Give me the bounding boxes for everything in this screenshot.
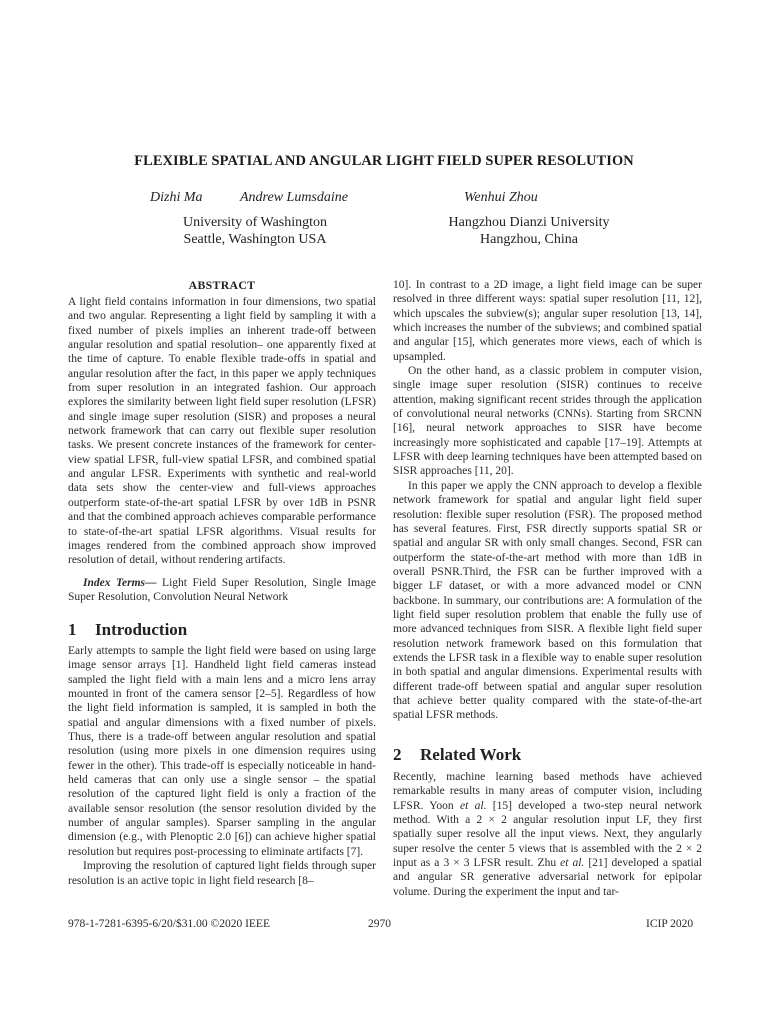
- right-column-related: [393, 770, 702, 899]
- paper-title: FLEXIBLE SPATIAL AND ANGULAR LIGHT FIELD SUPER RESOLUTION: [134, 153, 634, 169]
- section-heading-intro: [68, 620, 187, 640]
- affiliation-left: [150, 214, 360, 248]
- affiliation-line: Hangzhou Dianzi University: [448, 215, 610, 230]
- section-title: Introduction: [95, 620, 188, 639]
- right-paragraph: On the other hand, as a classic problem in computer vision, single image super resolution (SISR) continues to receive attention, making significant recent strides through the application of convolutional neural networks (CNNs). Starting from SRCNN [16], neural network approaches to SISR have become increasingly more sophisticated and capable [17–19]. Attempts at LFSR with deep learning techniques have been attempted based on SISR approaches [11, 20].: [393, 365, 702, 478]
- left-column-intro: [68, 644, 376, 888]
- footer-page-number: 2970: [368, 918, 391, 930]
- author-name: Dizhi Ma: [150, 190, 203, 205]
- right-paragraph: In this paper we apply the CNN approach to develop a flexible network framework for spatial and angular light field super resolution: flexible super resolution (FSR). The proposed method has several features. First, FSR directly supports spatial SR or spatial and angular SR with only small changes. Second, FSR can outperform the state-of-the-art method with more than 1dB in overall PSNR.Third, the FSR can be further improved with a bigger LF dataset, or with a more advanced model or CNN backbone. In summary, our contributions are: A formulation of the light field super resolution problem that enable the fully use of more advanced techniques from SISR. A flexible light field super resolution network framework based on this formulation that extends the LFSR task in a flexible way to enable super resolution in both spatial and angular dimensions. Experimental results with different trade-off between spatial and angular super resolution that achieve better quality compared with the state-of-the-art spatial LFSR methods.: [393, 479, 702, 722]
- right-paragraph: 10]. In contrast to a 2D image, a light field image can be super resolved in three different ways: spatial super resolution [11, 12], which upscales the subview(s); angular super resolution [13, 14], which increases the number of the subviews; and combined spatial and angular [15], which generates more views, each of which is upsampled.: [393, 279, 702, 363]
- author-name: Andrew Lumsdaine: [240, 190, 348, 205]
- index-terms-label: Index Terms—: [83, 576, 157, 589]
- author-name: Wenhui Zhou: [464, 190, 538, 205]
- section-title: Related Work: [420, 745, 522, 764]
- index-terms: [68, 576, 376, 605]
- intro-paragraph: Improving the resolution of captured light fields through super resolution is an active topic in light field research [8–: [68, 860, 376, 887]
- related-etal: et al.: [560, 857, 585, 870]
- intro-paragraph: Early attempts to sample the light field were based on using large image sensor arrays [1]. Handheld light field cameras instead sampled the light field with a main lens and a micro lens array mounted in front of the camera sensor [2–5]. Regardless of how the light field information is sampled, it is sampled in both the spatial and angular dimensions with a fixed number of pixels. Thus, there is a trade-off between angular resolution and spatial resolution (using more pixels in one dimension requires using fewer in the other). This trade-off is especially noticeable in hand-held cameras that can only use a single sensor – the spatial resolution of the captured light field is only a fraction of the available sensor resolution (the sensor resolution divided by the number of angular samples). Sparser sampling in the angular dimension (e.g., with Plenoptic 2.0 [6]) can achieve higher spatial resolution but requires post-processing to eliminate artifacts [7].: [68, 645, 376, 858]
- section-number: 1: [68, 620, 77, 639]
- right-column-top: [393, 278, 702, 723]
- affiliation-line: Seattle, Washington USA: [183, 232, 327, 247]
- left-column-top: [68, 295, 376, 604]
- abstract-body: A light field contains information in four dimensions, two spatial and two angular. Representing a light field by sampling it with a fixed number of pixels implies an inherent trade-off between angular resolution and spatial resolution– one apparently fixed at the time of capture. To enable flexible trade-offs in spatial and angular resolution after the fact, in this paper we apply techniques from super resolution in an integrated fashion. Our approach explores the similarity between light field super resolution (LFSR) and single image super resolution (SISR) and proposes a neural network framework that can carry out flexible super resolution tasks. We present concrete instances of the framework for center-view spatial LFSR, full-view spatial LFSR, and combined spatial and angular LFSR. Experiments with synthetic and real-world data sets show the center-view and full-views approaches outperform state-of-the-art spatial LFSR by over 1dB in PSNR and that the combined approach achieves comparable performance to state-of-the-art spatial LFSR algorithms. Visual results for images rendered from the combined approach show improved resolution of detail, without rendering artifacts.: [68, 296, 376, 567]
- section-heading-related: [393, 745, 521, 765]
- related-text: [15] developed a two-step neural network method. With a 2 × 2 angular resolution input LF, they first spatially super resolve all the input views. Next, they angularly super resolve the center 5 views that is assembled with the 2 × 2 input as a 3 × 3 LFSR result. Zhu: [393, 799, 703, 870]
- index-terms-text: Light Field Super Resolution, Single Image Super Resolution, Convolution Neural Network: [68, 576, 376, 603]
- related-text: [21] developed a spatial and angular SR generative adversarial network for epipolar volume. During the experiment the input and tar-: [393, 857, 703, 898]
- related-etal: et al.: [460, 799, 487, 812]
- section-number: 2: [393, 745, 402, 764]
- footer-conference: ICIP 2020: [646, 918, 694, 930]
- footer-isbn: 978-1-7281-6395-6/20/$31.00 ©2020 IEEE: [68, 918, 270, 930]
- affiliation-line: Hangzhou, China: [480, 232, 578, 247]
- abstract-heading: ABSTRACT: [188, 278, 256, 292]
- related-text: Recently, machine learning based methods have achieved remarkable results in many areas of computer vision, including LFSR. Yoon: [393, 771, 702, 812]
- affiliation-line: University of Washington: [182, 215, 328, 230]
- affiliation-right: [424, 214, 634, 248]
- related-paragraph: [393, 770, 702, 899]
